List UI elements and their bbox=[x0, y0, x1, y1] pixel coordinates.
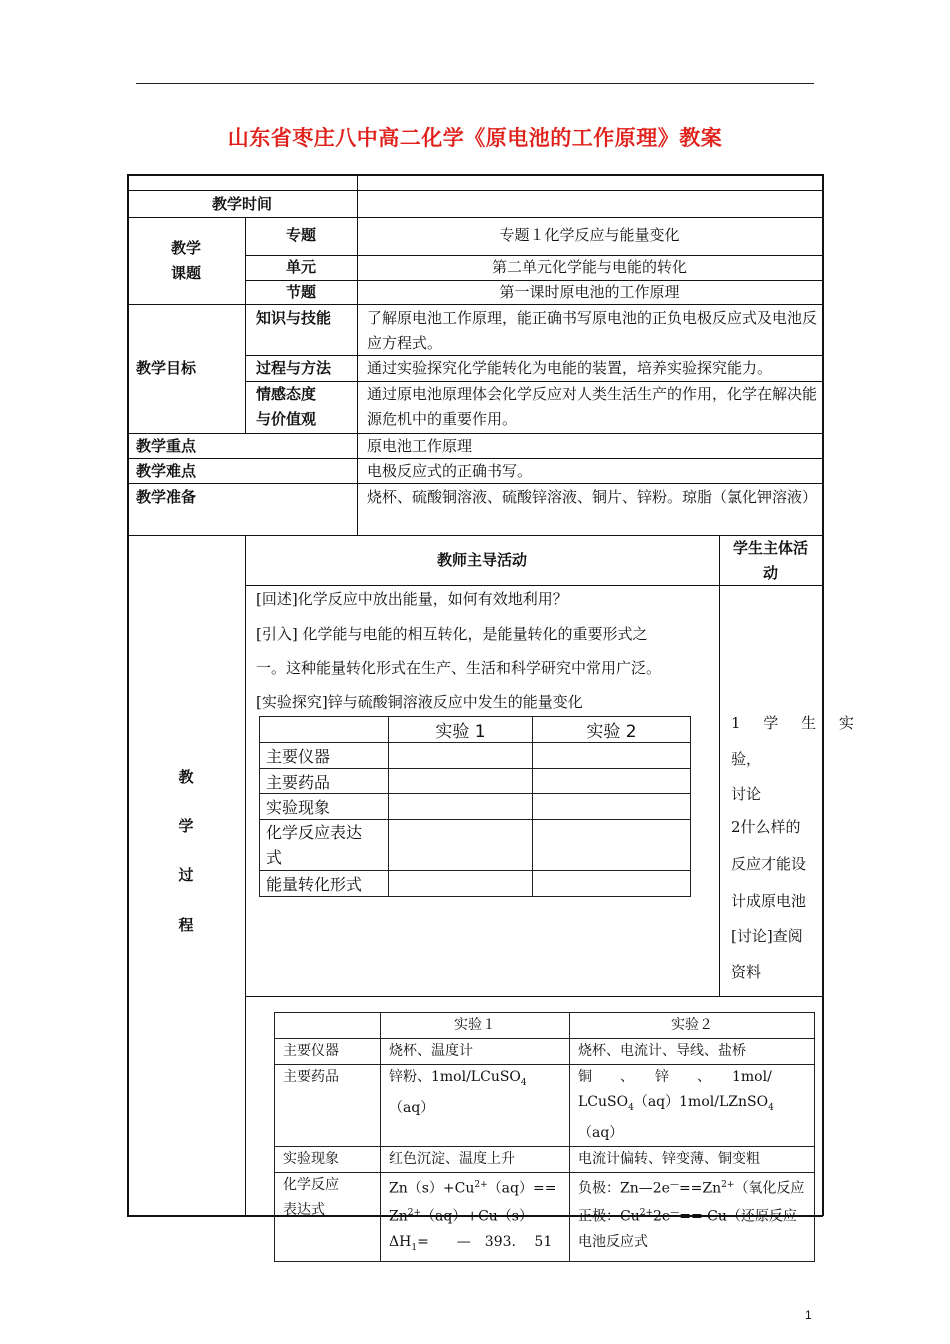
preparation-label: 教学准备 bbox=[136, 488, 197, 506]
difficulty-label: 教学难点 bbox=[136, 462, 197, 480]
section-value: 第一课时原电池的工作原理 bbox=[499, 283, 680, 301]
table-row bbox=[260, 794, 691, 820]
student-activity-line: [讨论]查阅 bbox=[731, 927, 803, 945]
filled-table-cell: 锌粉、1mol/LCuSO$_4$（aq） bbox=[381, 1065, 570, 1147]
process-line: [实验探究]锌与硫酸铜溶液反应中发生的能量变化 bbox=[256, 693, 583, 711]
objectives-label: 教学目标 bbox=[136, 359, 197, 377]
filled-experiment-table bbox=[274, 1012, 815, 1262]
table-row bbox=[275, 1146, 815, 1172]
student-activity-line: 反应才能设 bbox=[731, 855, 807, 873]
topic-label-line1: 教学 bbox=[170, 239, 201, 257]
filled-table-cell: 铜 、 锌 、 1mol/ LCuSO$_4$（aq）1mol/LZnSO$_4$（aq） bbox=[570, 1065, 815, 1147]
filled-table-corner bbox=[275, 1013, 381, 1039]
student-activity-line: 资料 bbox=[731, 963, 762, 981]
page-number: 1 bbox=[805, 1308, 812, 1322]
table-row bbox=[275, 1039, 815, 1065]
page-title: 山东省枣庄八中高二化学《原电池的工作原理》教案 bbox=[227, 126, 723, 150]
filled-table-header-exp2: 实验２ bbox=[570, 1013, 815, 1039]
student-activity-line: 讨论 bbox=[731, 785, 762, 803]
student-activity-line: 验， bbox=[731, 750, 762, 768]
unit-key: 单元 bbox=[285, 258, 316, 276]
objective-attitude-value: 通过原电池原理体会化学反应对人类生活生产的作用，化学在解决能源危机中的重要作用。 bbox=[367, 385, 818, 428]
objective-process-key: 过程与方法 bbox=[256, 359, 332, 377]
unit-value: 第二单元化学能与电能的转化 bbox=[491, 258, 687, 276]
difficulty-value: 电极反应式的正确书写。 bbox=[367, 462, 533, 480]
blank-experiment-table bbox=[259, 716, 691, 897]
row-label-line: 化学反应表达 bbox=[266, 823, 363, 842]
process-line: [回述]化学反应中放出能量，如何有效地利用？ bbox=[256, 590, 568, 608]
process-label-char: 程 bbox=[178, 916, 194, 934]
preparation-value: 烧杯、硫酸铜溶液、硫酸锌溶液、铜片、锌粉。琼脂（氯化钾溶液） bbox=[367, 488, 818, 506]
blank-table-row-label: 实验现象 bbox=[260, 794, 389, 820]
topic-label-line2: 课题 bbox=[170, 264, 201, 282]
process-label-char: 学 bbox=[178, 817, 194, 835]
table-row bbox=[260, 769, 691, 794]
table-row bbox=[275, 1172, 815, 1261]
student-activity-header-line2: 动 bbox=[762, 564, 778, 582]
filled-table-cell: 红色沉淀、温度上升 bbox=[381, 1146, 570, 1172]
blank-table-header-exp2: 实验 2 bbox=[533, 717, 691, 743]
blank-table-row-label bbox=[260, 820, 389, 871]
process-line: [引入] 化学能与电能的相互转化，是能量转化的重要形式之 bbox=[256, 625, 648, 643]
table-row bbox=[275, 1065, 815, 1147]
student-activity-line: 2什么样的 bbox=[731, 818, 801, 836]
filled-table-row-label: 实验现象 bbox=[275, 1146, 381, 1172]
objective-knowledge-key: 知识与技能 bbox=[256, 309, 332, 327]
student-activity-line: 计成原电池 bbox=[731, 892, 807, 910]
blank-table-row-label: 主要药品 bbox=[260, 769, 389, 794]
topic-value: 专题１化学反应与能量变化 bbox=[499, 226, 680, 244]
objective-attitude-key-line2: 与价值观 bbox=[256, 410, 317, 428]
filled-table-cell: 负极：$Zn—2e^—==Zn^{2+}$（氧化反应 正极：$Cu^{2+}2e^—== Cu$（还原反应 电池反应式 bbox=[570, 1172, 815, 1261]
filled-table-cell: 烧杯、温度计 bbox=[381, 1039, 570, 1065]
filled-table-row-label: 主要仪器 bbox=[275, 1039, 381, 1065]
time-label: 教学时间 bbox=[211, 195, 272, 213]
filled-table-cell: $Zn(s)+Cu^{2+}(aq)==$ $Zn^{2+}(aq)+Cu(s)$ $\Delta H_1=$ — 393. 51 bbox=[381, 1172, 570, 1261]
blank-table-header-exp1: 实验 1 bbox=[389, 717, 533, 743]
key-point-label: 教学重点 bbox=[136, 437, 197, 455]
header-rule bbox=[136, 83, 814, 84]
blank-table-row-label: 主要仪器 bbox=[260, 743, 389, 769]
filled-table-cell: 电流计偏转、锌变薄、铜变粗 bbox=[570, 1146, 815, 1172]
objective-process-value: 通过实验探究化学能转化为电能的装置，培养实验探究能力。 bbox=[367, 359, 773, 377]
teacher-activity-header: 教师主导活动 bbox=[436, 551, 527, 569]
student-activity-line: 1 学 生 实 bbox=[731, 714, 863, 732]
filled-table-cell: 烧杯、电流计、导线、盐桥 bbox=[570, 1039, 815, 1065]
filled-table-row-label: 主要药品 bbox=[275, 1065, 381, 1147]
process-label-char: 教 bbox=[178, 768, 194, 786]
objective-attitude-key-line1: 情感态度 bbox=[256, 385, 317, 403]
table-row bbox=[260, 743, 691, 769]
blank-table-corner bbox=[260, 717, 389, 743]
filled-table-row-label: 化学反应 表达式 bbox=[275, 1172, 381, 1261]
table-row bbox=[260, 871, 691, 897]
row-label-line: 式 bbox=[266, 848, 283, 867]
objective-knowledge-value: 了解原电池工作原理，能正确书写原电池的正负电极反应式及电池反应方程式。 bbox=[367, 309, 818, 352]
process-line: 一。这种能量转化形式在生产、生活和科学研究中常用广泛。 bbox=[256, 659, 662, 677]
blank-table-row-label: 能量转化形式 bbox=[260, 871, 389, 897]
process-label-char: 过 bbox=[178, 866, 194, 884]
table-row bbox=[260, 820, 691, 871]
student-activity-header-line1: 学生主体活 bbox=[732, 539, 808, 557]
key-point-value: 原电池工作原理 bbox=[367, 437, 473, 455]
topic-key: 专题 bbox=[285, 226, 316, 244]
section-key: 节题 bbox=[285, 283, 316, 301]
filled-table-header-exp1: 实验１ bbox=[381, 1013, 570, 1039]
